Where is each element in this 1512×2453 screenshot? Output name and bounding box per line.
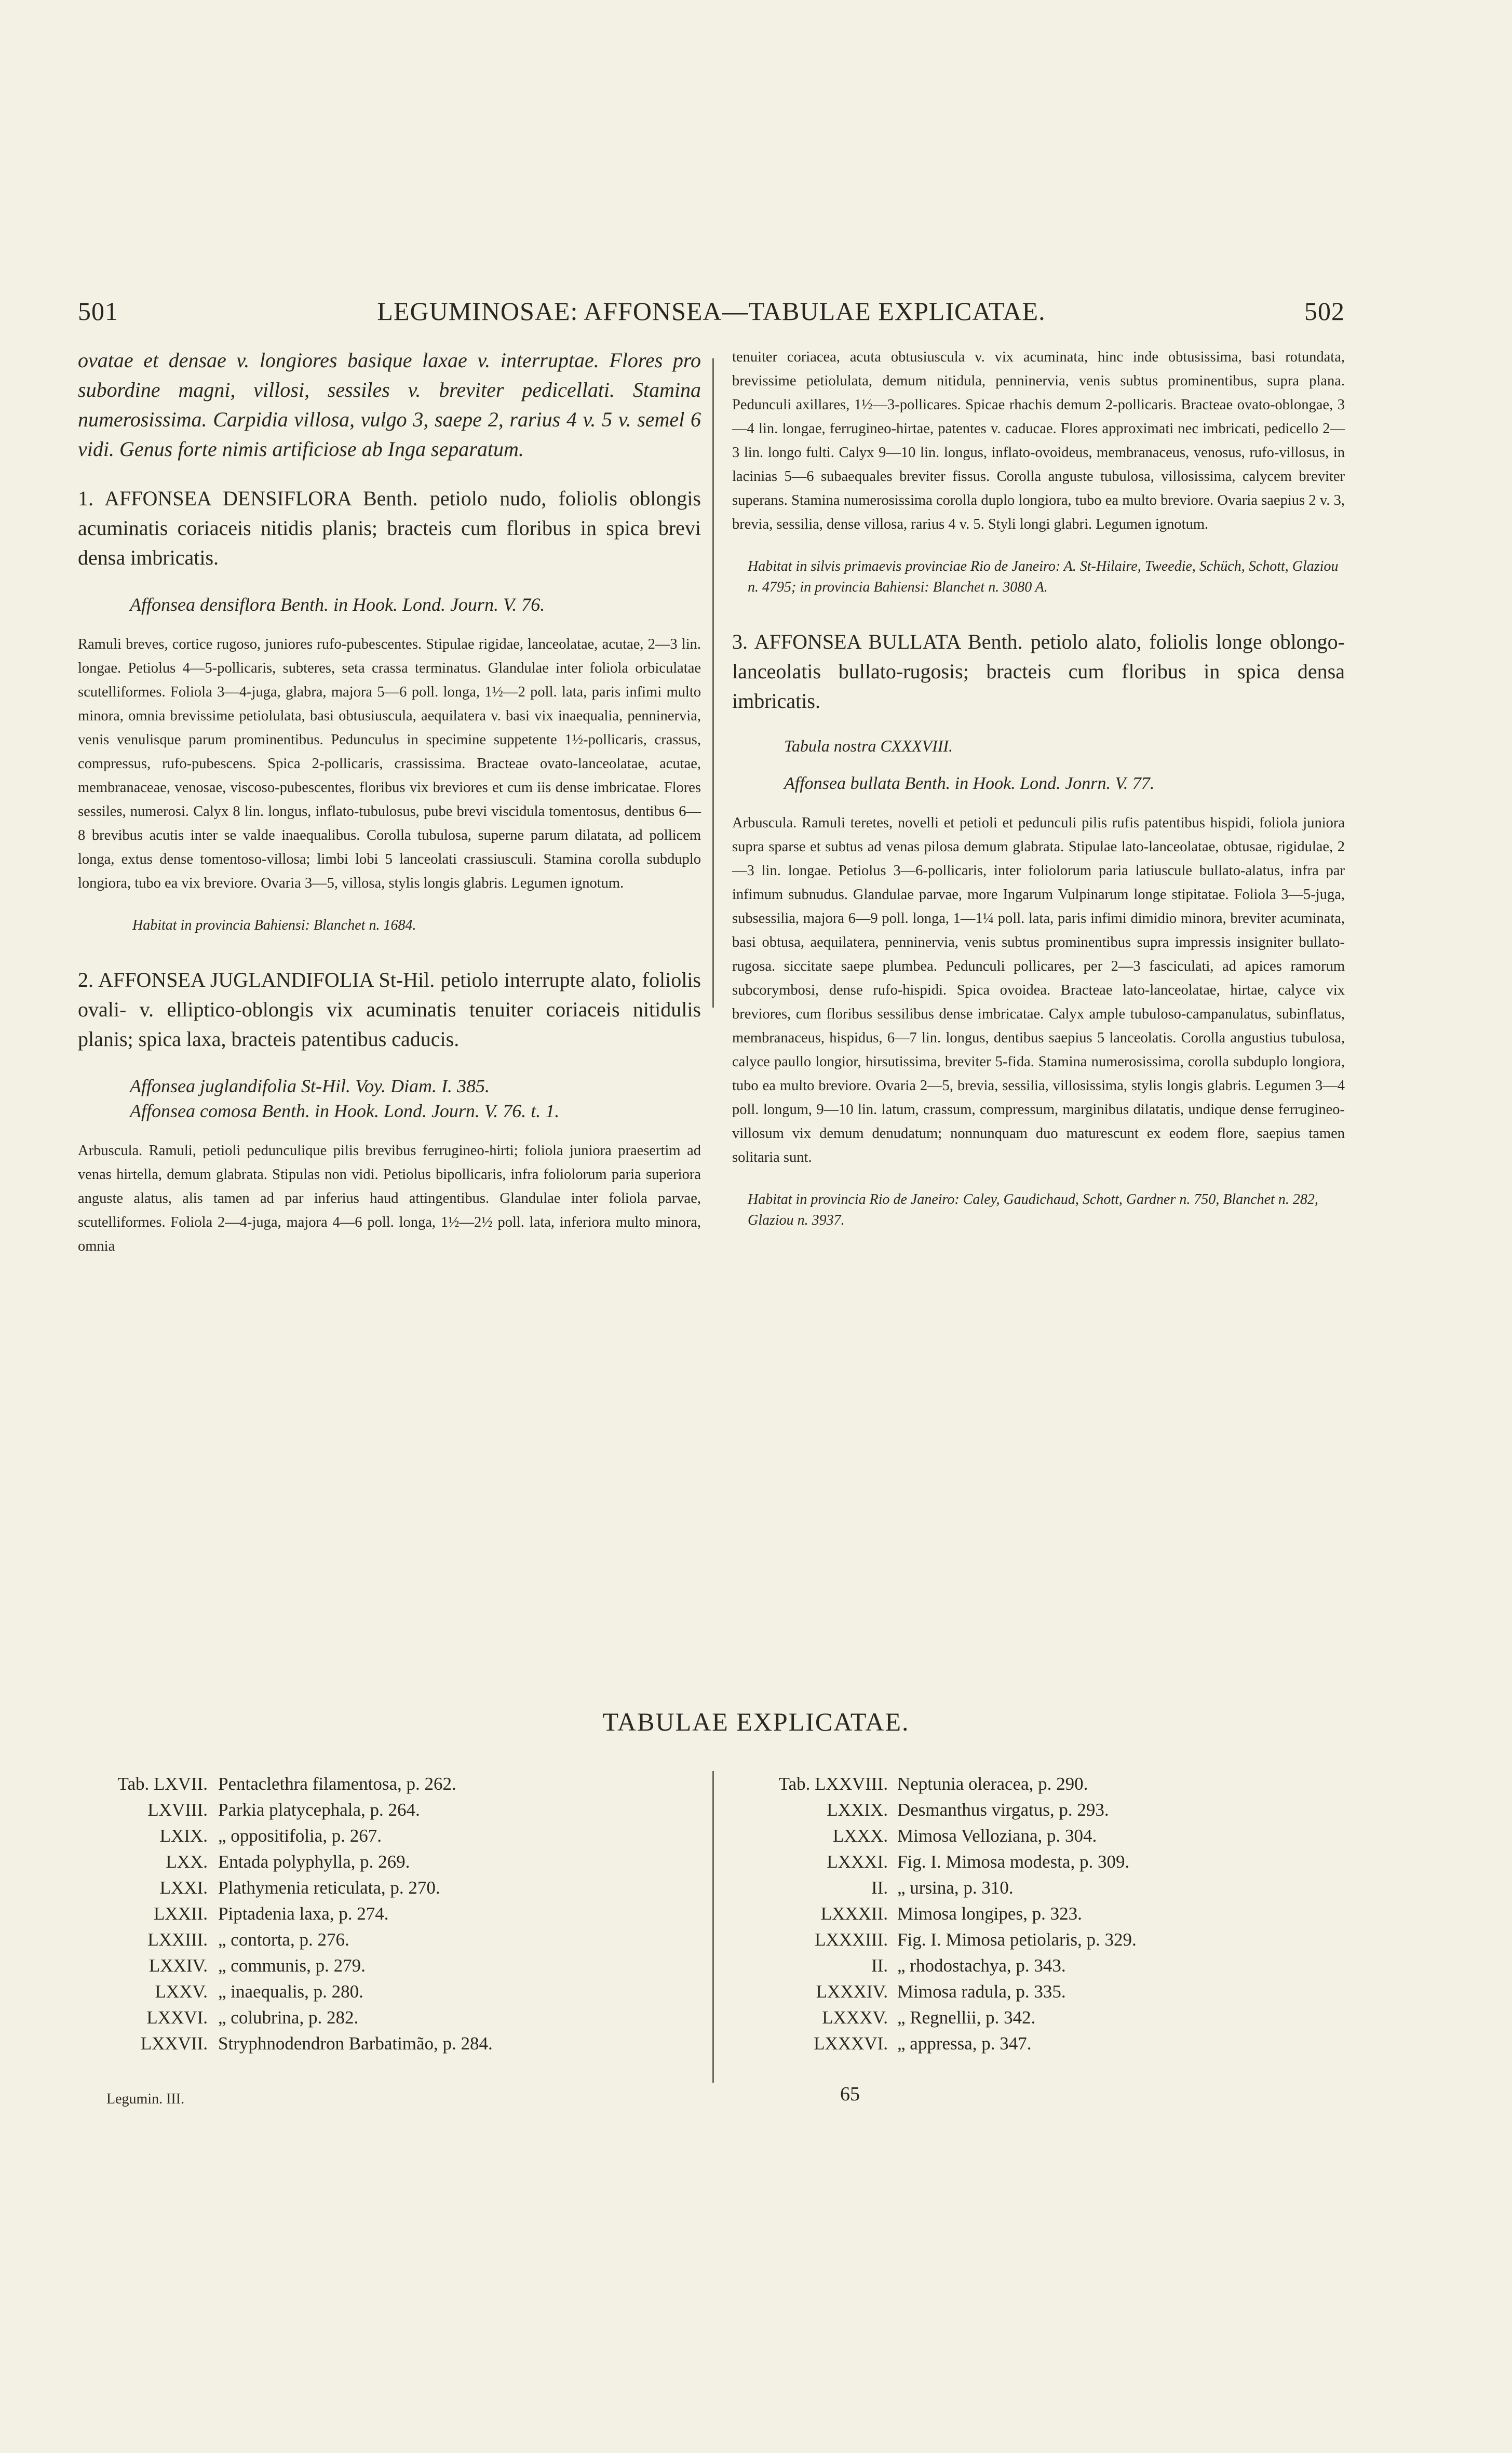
plate-caption: „ ursina, p. 310. <box>897 1878 1014 1898</box>
page-number-right: 502 <box>1304 297 1345 326</box>
plate-number: LXXIII. <box>147 1929 208 1950</box>
sheet-number: 65 <box>840 2083 860 2105</box>
plate-caption: Neptunia oleracea, p. 290. <box>897 1774 1088 1794</box>
plate-caption: Fig. I. Mimosa modesta, p. 309. <box>897 1852 1130 1872</box>
plate-caption: „ inaequalis, p. 280. <box>218 1981 363 2002</box>
plate-caption: „ Regnellii, p. 342. <box>897 2007 1036 2028</box>
plate-caption: Mimosa Velloziana, p. 304. <box>897 1826 1097 1846</box>
running-head <box>78 296 1345 338</box>
species-2-citation-2: Affonsea comosa Benth. in Hook. Lond. Journ. V. 76. t. 1. <box>130 1101 560 1121</box>
species-3-habitat: Habitat in provincia Rio de Janeiro: Caley, Gaudichaud, Schott, Gardner n. 750, Blanchet n. 282, Glaziou n. 3937. <box>748 1191 1318 1228</box>
plate-caption: Mimosa longipes, p. 323. <box>897 1904 1082 1924</box>
signature-mark: Legumin. III. <box>106 2091 185 2107</box>
plate-caption: Pentaclethra filamentosa, p. 262. <box>218 1774 456 1794</box>
plate-number: II. <box>871 1878 888 1898</box>
species-1-heading: 1. AFFONSEA DENSIFLORA Benth. petiolo nudo, foliolis oblongis acuminatis coriaceis nitidis planis; bracteis cum floribus in spica brevi densa imbricatis. <box>78 487 701 569</box>
plate-number: LXX. <box>166 1852 208 1872</box>
plate-caption: „ rhodostachya, p. 343. <box>897 1955 1066 1976</box>
plate-caption: Plathymenia reticulata, p. 270. <box>218 1878 440 1898</box>
plate-caption: Fig. I. Mimosa petiolaris, p. 329. <box>897 1929 1137 1950</box>
plate-number: LXXVI. <box>146 2007 208 2028</box>
plate-number: LXXI. <box>159 1878 208 1898</box>
plate-number: Tab. LXXVIII. <box>778 1774 888 1794</box>
plate-number: LXXX. <box>833 1826 888 1846</box>
plate-number: LXXXIV. <box>816 1981 888 2002</box>
plate-number: LXXII. <box>154 1904 208 1924</box>
species-2-habitat: Habitat in silvis primaevis provinciae Rio de Janeiro: A. St-Hilaire, Tweedie, Schüch, Schott, Glaziou n. 4795; in provincia Bahiensi: Blanchet n. 3080 A. <box>748 558 1339 595</box>
plate-caption: Piptadenia laxa, p. 274. <box>218 1904 389 1924</box>
species-2-heading: 2. AFFONSEA JUGLANDIFOLIA St-Hil. petiolo interrupte alato, foliolis ovali- v. elliptico-oblongis vix acuminatis tenuiter coriaceis nitidulis planis; spica laxa, bracteis patentibus caducis. <box>78 968 701 1051</box>
tabulae-title: TABULAE EXPLICATAE. <box>602 1707 910 1736</box>
plate-number: LXXXIII. <box>815 1929 888 1950</box>
plate-number: II. <box>871 1955 888 1976</box>
left-column <box>78 345 701 1258</box>
tabulae-divider <box>712 1771 714 2083</box>
plate-number: LXXIX. <box>827 1800 888 1820</box>
plate-caption: Stryphnodendron Barbatimão, p. 284. <box>218 2033 493 2054</box>
plate-number: LXXIV. <box>148 1955 208 1976</box>
running-title: LEGUMINOSAE: AFFONSEA—TABULAE EXPLICATAE. <box>377 297 1046 326</box>
genus-intro: ovatae et densae v. longiores basique laxae v. interruptae. Flores pro subordine magni, villosi, sessiles v. breviter pedicellati. Stamina numerosissima. Carpidia villosa, vulgo 3, saepe 2, rarius 4 v. 5 v. semel 6 vidi. Genus forte nimis artificiose ab Inga separatum. <box>78 348 701 461</box>
plate-number: LXXVII. <box>140 2033 208 2054</box>
plate-caption: „ oppositifolia, p. 267. <box>218 1826 382 1846</box>
column-divider <box>712 358 714 1008</box>
species-2-citation-1: Affonsea juglandifolia St-Hil. Voy. Diam. I. 385. <box>130 1076 490 1096</box>
plate-caption: Mimosa radula, p. 335. <box>897 1981 1066 2002</box>
plate-number: Tab. LXVII. <box>117 1774 208 1794</box>
plate-number: LXXXI. <box>827 1852 888 1872</box>
plate-number: LXIX. <box>159 1826 208 1846</box>
species-1-habitat: Habitat in provincia Bahiensi: Blanchet n. 1684. <box>132 917 416 933</box>
species-1-citation: Affonsea densiflora Benth. in Hook. Lond. Journ. V. 76. <box>130 594 545 615</box>
species-2-description-continued: tenuiter coriacea, acuta obtusiuscula v. vix acuminata, hinc inde obtusissima, basi rotundata, brevissime petiolulata, demum nitidula, penninervia, venis subtus prominentibus, supra plana. Pedunculi axillares, 1½—3-pollicares. Spicae rhachis demum 2-pollicaris. Bracteae ovato-oblongae, 3—4 lin. longae, ferrugineo-hirtae, patentes v. caducae. Flores approximati nec imbricati, pedicello 2—3 lin. longo fulti. Calyx 9—10 lin. longus, inflato-ovoideus, membranaceus, venosus, rufo-villosus, in lacinias 5—6 subaequales breviter fissus. Corolla anguste tubulosa, villosissima, calycem breviter superans. Stamina numerosissima corolla duplo longiora, tubo ea multo breviore. Ovaria saepius 2 v. 3, brevia, sessilia, dense villosa, rarius 4 v. 5. Styli longi glabri. Legumen ignotum. <box>732 349 1345 532</box>
plate-caption: Entada polyphylla, p. 269. <box>218 1852 410 1872</box>
plate-number: LXXXII. <box>820 1904 888 1924</box>
right-column <box>732 345 1345 1231</box>
plate-caption: „ contorta, p. 276. <box>218 1929 349 1950</box>
plate-caption: Desmanthus virgatus, p. 293. <box>897 1800 1109 1820</box>
plate-number: LXXV. <box>155 1981 208 2002</box>
plate-caption: „ appressa, p. 347. <box>897 2033 1032 2054</box>
species-1-description: Ramuli breves, cortice rugoso, juniores rufo-pubescentes. Stipulae rigidae, lanceolatae, acutae, 2—3 lin. longae. Petiolus 4—5-pollicaris, subteres, seta crassa terminatus. Glandulae inter foliola orbiculatae scutelliformes. Foliola 3—4-juga, glabra, majora 5—6 poll. longa, 1½—2 poll. lata, paris infimi multo minora, omnia brevissime petiolulata, basi obtusiuscula, aequilatera v. basi vix inaequalia, penninervia, venis venulisque parum prominentibus. Pedunculus in specimine suppetente 1½-pollicaris, crassus, compressus, rufo-pubescens. Spica 2-pollicaris, crassissima. Bracteae ovato-lanceolatae, acutae, membranaceae, venosae, viscoso-pubescentes, floribus vix breviores et cum iis dense imbricatae. Flores sessiles, numerosi. Calyx 8 lin. longus, inflato-tubulosus, pube brevi viscidula tomentosus, dentibus 6—8 brevibus acutis inter se valde inaequalibus. Corolla tubulosa, superne parum dilatata, ad pollicem longa, extus dense tomentoso-villosa; limbi lobi 5 lanceolati crassiusculi. Stamina corolla subduplo longiora, tubo ea vix breviore. Ovaria 3—5, villosa, stylis longis glabris. Legumen ignotum. <box>78 636 701 891</box>
plate-caption: Parkia platycephala, p. 264. <box>218 1800 420 1820</box>
page-number-left: 501 <box>78 297 118 326</box>
plate-number: LXXXV. <box>822 2007 888 2028</box>
plate-caption: „ colubrina, p. 282. <box>218 2007 359 2028</box>
plate-number: LXVIII. <box>147 1800 208 1820</box>
species-3-citation: Affonsea bullata Benth. in Hook. Lond. Jonrn. V. 77. <box>784 774 1155 793</box>
species-3-heading: 3. AFFONSEA BULLATA Benth. petiolo alato, foliolis longe oblongo-lanceolatis bullato-rugosis; bracteis cum floribus in spica densa imbricatis. <box>732 630 1345 713</box>
plate-number: LXXXVI. <box>814 2033 888 2054</box>
plate-caption: „ communis, p. 279. <box>218 1955 366 1976</box>
species-3-plate: Tabula nostra CXXXVIII. <box>784 736 953 755</box>
species-2-description: Arbuscula. Ramuli, petioli pedunculique pilis brevibus ferrugineo-hirti; foliola juniora praesertim ad venas hirtella, demum glabrata. Stipulas non vidi. Petiolus bipollicaris, infra foliolorum paria superiora anguste alatus, alis tamen ad par inferius haud attingentibus. Glandulae inter foliola parvae, scutelliformes. Foliola 2—4-juga, majora 4—6 poll. longa, 1½—2½ poll. lata, inferiora multo minora, omnia <box>78 1143 701 1254</box>
species-3-description: Arbuscula. Ramuli teretes, novelli et petioli et pedunculi pilis rufis patentibus hispidi, foliola juniora supra sparse et subtus ad venas pilosa demum glabrata. Stipulae lato-lanceolatae, obtusae, rigidulae, 2—3 lin. longae. Petiolus 3—6-pollicaris, inter foliolorum paria latiuscule bullato-alatus, infra par infimum subnudus. Glandulae parvae, more Ingarum Vulpinarum longe stipitatae. Foliola 3—5-juga, subsessilia, majora 6—9 poll. longa, 1—1¼ poll. lata, paris infimi dimidio minora, breviter acuminata, basi obtusa, aequilatera, penninervia, venis subtus prominentibus supra impressis insigniter bullato-rugosa. siccitate saepe plumbea. Pedunculi pollicares, per 2—3 fasciculati, ad apices ramorum subcorymbosi, dense rufo-hispidi. Spica ovoidea. Bracteae lato-lanceolatae, hirtae, calyce vix breviores, cum floribus sessilibus dense imbricatae. Calyx ample tubuloso-campanulatus, subinflatus, membranaceus, hispidus, 6—7 lin. longus, dentibus saepius 5 lanceolatis. Corolla angustius tubulosa, calyce paullo longior, hirsutissima, breviter 5-fida. Stamina numerosissima, corolla subduplo longiora, tubo ea multo breviore. Ovaria 2—5, brevia, sessilia, villosissima, stylis longis glabris. Legumen 3—4 poll. longum, 9—10 lin. latum, crassum, compressum, marginibus dilatatis, undique dense ferrugineo-villosum vix demum denudatum; nonnunquam duo maturescunt ex eodem flore, saepius tamen solitaria sunt. <box>732 815 1345 1165</box>
